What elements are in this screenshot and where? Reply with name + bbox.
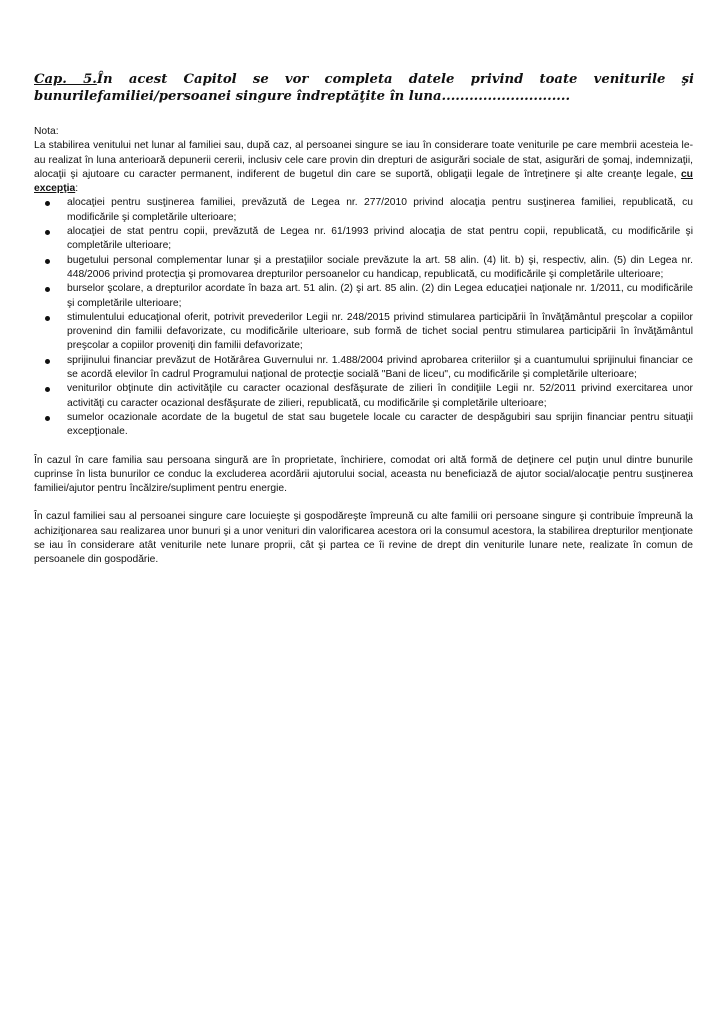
list-item xyxy=(34,411,693,440)
list-item xyxy=(34,311,693,354)
document-body xyxy=(34,125,693,568)
bullet-icon xyxy=(45,316,50,321)
bullet-icon xyxy=(45,387,50,392)
bullet-icon xyxy=(45,230,50,235)
chapter-label: Cap. 5. xyxy=(34,72,97,87)
exceptions-list xyxy=(34,196,693,439)
nota-label: Nota: xyxy=(34,126,59,137)
household-paragraph: În cazul familiei sau al persoanei singure care locuieşte şi gospodăreşte împreună cu alte familii ori persoane singure şi contribuie împreună la achiziţionarea sau realizarea unor bunuri şi a unor venituri din valorificarea acestora ori la consumul acestora, la stabilirea drepturilor menţionate se iau în considerare atât veniturile nete lunare proprii, cât şi partea ce îi revine de drept din veniturile lunare nete, realizate în comun de persoanele din gospodărie. xyxy=(34,511,693,566)
list-item xyxy=(34,382,693,411)
list-item-text: sprijinului financiar prevăzut de Hotărârea Guvernului nr. 1.488/2004 privind aprobarea criteriilor şi a cuantumului sprijinului financiar ce se acordă elevilor în cadrul Programului naţional de protecţie socială "Bani de liceu", cu modificările şi completările ulterioare; xyxy=(67,354,693,381)
list-item xyxy=(34,196,693,225)
bullet-icon xyxy=(45,201,50,206)
list-item-text: burselor şcolare, a drepturilor acordate în baza art. 51 alin. (2) şi art. 85 alin. (2) din Legea educaţiei naţionale nr. 1/2011, cu modificările şi completările ulterioare; xyxy=(67,283,693,309)
list-item-text: veniturilor obţinute din activităţile cu caracter ocazional desfăşurate de zilieri în condiţiile Legii nr. 52/2011 privind exercitarea unor activităţi cu caracter ocazional desfăşurate de zilieri, republicată, cu modificările şi completările ulterioare; xyxy=(67,383,693,409)
list-item-text: sumelor ocazionale acordate de la bugetul de stat sau bugetele locale cu caracter de despăgubiri sau sprijin financiar pentru situaţii excepţionale. xyxy=(67,411,693,438)
nota-intro xyxy=(34,139,693,196)
bullet-icon xyxy=(45,287,50,292)
list-item xyxy=(34,282,693,311)
bullet-icon xyxy=(45,359,50,364)
bullet-icon xyxy=(45,259,50,264)
chapter-heading xyxy=(34,71,694,105)
list-item-text: alocaţiei de stat pentru copii, prevăzută de Legea nr. 61/1993 privind alocaţia de stat pentru copii, republicată, cu modificările şi completările ulterioare; xyxy=(67,226,693,252)
list-item-text: alocaţiei pentru susţinerea familiei, prevăzută de Legea nr. 277/2010 privind alocaţia pentru susţinerea familiei, republicată, cu modificările şi completările ulterioare; xyxy=(67,197,693,223)
list-item-text: stimulentului educaţional oferit, potrivit prevederilor Legii nr. 248/2015 privind stimularea participării în învăţământul preşcolar a copiilor provenind din familii defavorizate, cu modificările ulterioare, sub formă de tichet social pentru stimularea participării în învăţământul preşcolar a copiilor proveniţi din familii defavorizate; xyxy=(67,311,693,352)
bullet-icon xyxy=(45,416,50,421)
list-item xyxy=(34,354,693,383)
exception-colon: : xyxy=(75,183,79,195)
list-item xyxy=(34,254,693,283)
property-paragraph: În cazul în care familia sau persoana singură are în proprietate, închiriere, comodat ori altă formă de deţinere cel puţin unul dintre bunurile cuprinse în lista bunurilor ce conduc la excluderea acordării ajutorului social, aceasta nu beneficiază de ajutor social/alocaţie pentru susţinerea familiei/ajutor pentru încălzire/supliment pentru energie. xyxy=(34,454,693,495)
list-item xyxy=(34,225,693,254)
nota-intro-text: La stabilirea venitului net lunar al familiei sau, după caz, al persoanei singure se iau în considerare toate veniturile pe care membrii acesteia le-au realizat în luna anterioară depunerii cererii, inclusiv cele care provin din drepturi de asigurări sociale de stat, asigurări de şomaj, indemnizaţii, alocaţii şi ajutoare cu caracter permanent, indiferent de bugetul din care se suportă, obligaţii legale de întreţinere şi alte creanţe legale, xyxy=(34,140,693,180)
exception-word: cu excepţia xyxy=(34,168,693,195)
list-item-text: bugetului personal complementar lunar şi a prestaţiilor sociale prevăzute la art. 58 alin. (4) lit. b) şi, respectiv, alin. (5) din Legea nr. 448/2006 privind protecţia şi promovarea drepturilor persoanelor cu handicap, republicată, cu modificările şi completările ulterioare; xyxy=(67,254,693,280)
chapter-title: În acest Capitol se vor completa datele privind toate veniturile şi bunurilefamiliei/persoanei singure îndreptăţite în luna............................ xyxy=(34,72,694,104)
